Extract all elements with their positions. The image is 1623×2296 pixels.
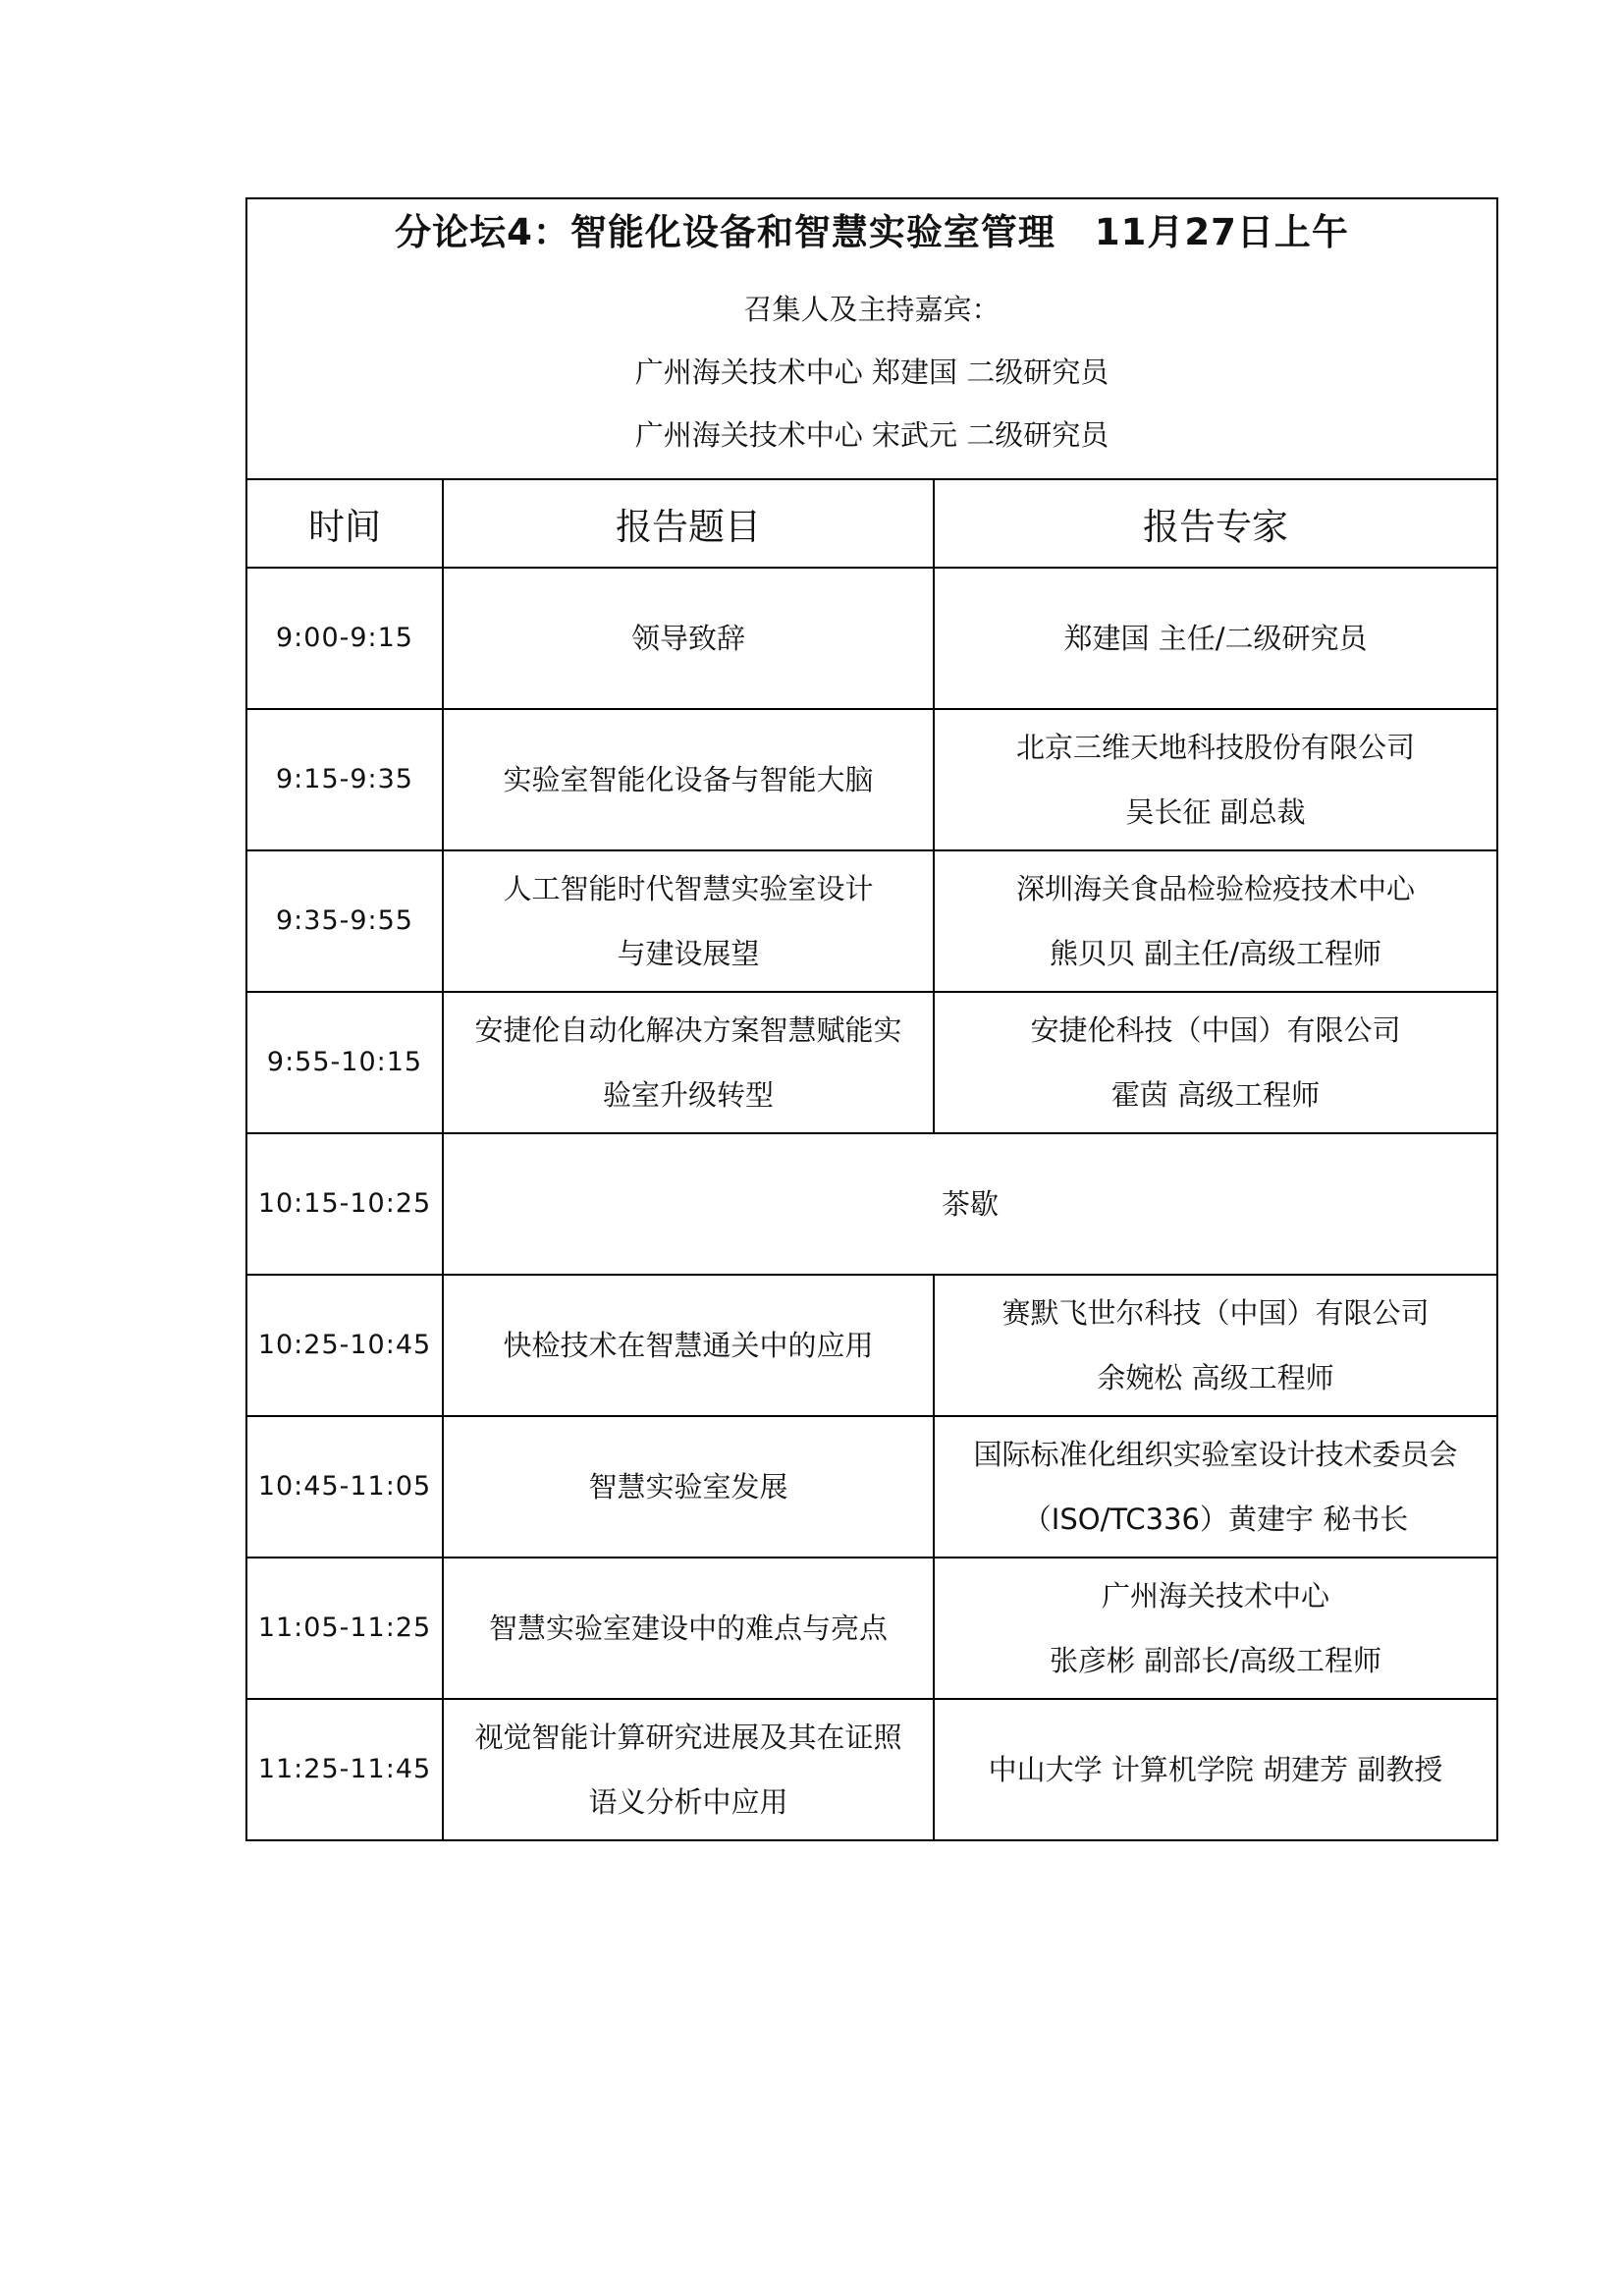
table-row [246, 709, 1497, 850]
table-row [246, 850, 1497, 992]
table-row [246, 1275, 1497, 1416]
forum-title-line [247, 211, 1496, 254]
topic-line: 验室升级转型 [602, 1078, 774, 1112]
expert-cell [934, 1416, 1497, 1558]
time-cell: 9:55-10:15 [246, 992, 443, 1133]
expert-line: 熊贝贝 副主任/高级工程师 [1050, 937, 1381, 970]
expert-cell [934, 992, 1497, 1133]
topic-cell [443, 568, 934, 709]
topic-cell [443, 1275, 934, 1416]
time-cell: 10:25-10:45 [246, 1275, 443, 1416]
forum-header-row [246, 198, 1497, 479]
expert-cell [934, 1558, 1497, 1699]
table-row [246, 568, 1497, 709]
expert-line: 安捷伦科技（中国）有限公司 [1030, 1013, 1401, 1047]
host-label: 召集人及主持嘉宾： [743, 293, 1001, 327]
expert-line: 吴长征 副总裁 [1125, 795, 1306, 829]
time-cell: 9:15-9:35 [246, 709, 443, 850]
topic-line: 领导致辞 [630, 622, 745, 655]
topic-line: 智慧实验室发展 [588, 1470, 788, 1503]
topic-cell [443, 850, 934, 992]
expert-line: 余婉松 高级工程师 [1097, 1361, 1334, 1394]
forum-date: 11月27日上午 [1094, 210, 1349, 253]
column-header-topic: 报告题目 [443, 479, 934, 568]
topic-line: 人工智能时代智慧实验室设计 [503, 872, 874, 905]
topic-line: 实验室智能化设备与智能大脑 [503, 763, 874, 796]
topic-line: 与建设展望 [617, 937, 760, 970]
topic-cell [443, 1699, 934, 1840]
topic-line: 语义分析中应用 [588, 1785, 788, 1819]
time-cell: 11:25-11:45 [246, 1699, 443, 1840]
break-cell: 茶歇 [443, 1133, 1497, 1275]
time-cell: 10:45-11:05 [246, 1416, 443, 1558]
topic-cell [443, 992, 934, 1133]
expert-line: 张彦彬 副部长/高级工程师 [1050, 1644, 1381, 1677]
topic-cell [443, 1416, 934, 1558]
time-cell: 9:00-9:15 [246, 568, 443, 709]
time-cell: 10:15-10:25 [246, 1133, 443, 1275]
expert-cell [934, 850, 1497, 992]
forum-header-cell [246, 198, 1497, 479]
topic-cell [443, 1558, 934, 1699]
table-row [246, 1558, 1497, 1699]
host-2: 广州海关技术中心 宋武元 二级研究员 [634, 418, 1109, 453]
topic-line: 智慧实验室建设中的难点与亮点 [488, 1612, 888, 1645]
schedule-table [245, 197, 1498, 1841]
host-1: 广州海关技术中心 郑建国 二级研究员 [634, 355, 1109, 390]
expert-cell [934, 568, 1497, 709]
expert-line: 北京三维天地科技股份有限公司 [1015, 731, 1415, 764]
expert-cell [934, 709, 1497, 850]
expert-cell [934, 1275, 1497, 1416]
topic-line: 快检技术在智慧通关中的应用 [503, 1329, 874, 1362]
column-header-row [246, 479, 1497, 568]
expert-line: 广州海关技术中心 [1101, 1579, 1329, 1613]
column-header-expert: 报告专家 [934, 479, 1497, 568]
expert-cell [934, 1699, 1497, 1840]
column-header-time: 时间 [246, 479, 443, 568]
expert-line: 深圳海关食品检验检疫技术中心 [1015, 872, 1415, 905]
table-row [246, 1699, 1497, 1840]
table-row [246, 1416, 1497, 1558]
table-row [246, 1133, 1497, 1275]
expert-line: 霍茵 高级工程师 [1110, 1078, 1321, 1112]
expert-line: 国际标准化组织实验室设计技术委员会 [973, 1438, 1458, 1471]
topic-line: 安捷伦自动化解决方案智慧赋能实 [474, 1013, 902, 1047]
expert-line: （ISO/TC336）黄建宇 秘书长 [1022, 1503, 1409, 1536]
expert-line: 郑建国 主任/二级研究员 [1063, 622, 1368, 655]
topic-cell [443, 709, 934, 850]
time-cell: 9:35-9:55 [246, 850, 443, 992]
expert-line: 中山大学 计算机学院 胡建芳 副教授 [988, 1753, 1443, 1786]
forum-title: 分论坛4：智能化设备和智慧实验室管理 [395, 210, 1055, 253]
table-row [246, 992, 1497, 1133]
expert-line: 赛默飞世尔科技（中国）有限公司 [1001, 1296, 1430, 1330]
topic-line: 视觉智能计算研究进展及其在证照 [474, 1721, 902, 1754]
time-cell: 11:05-11:25 [246, 1558, 443, 1699]
